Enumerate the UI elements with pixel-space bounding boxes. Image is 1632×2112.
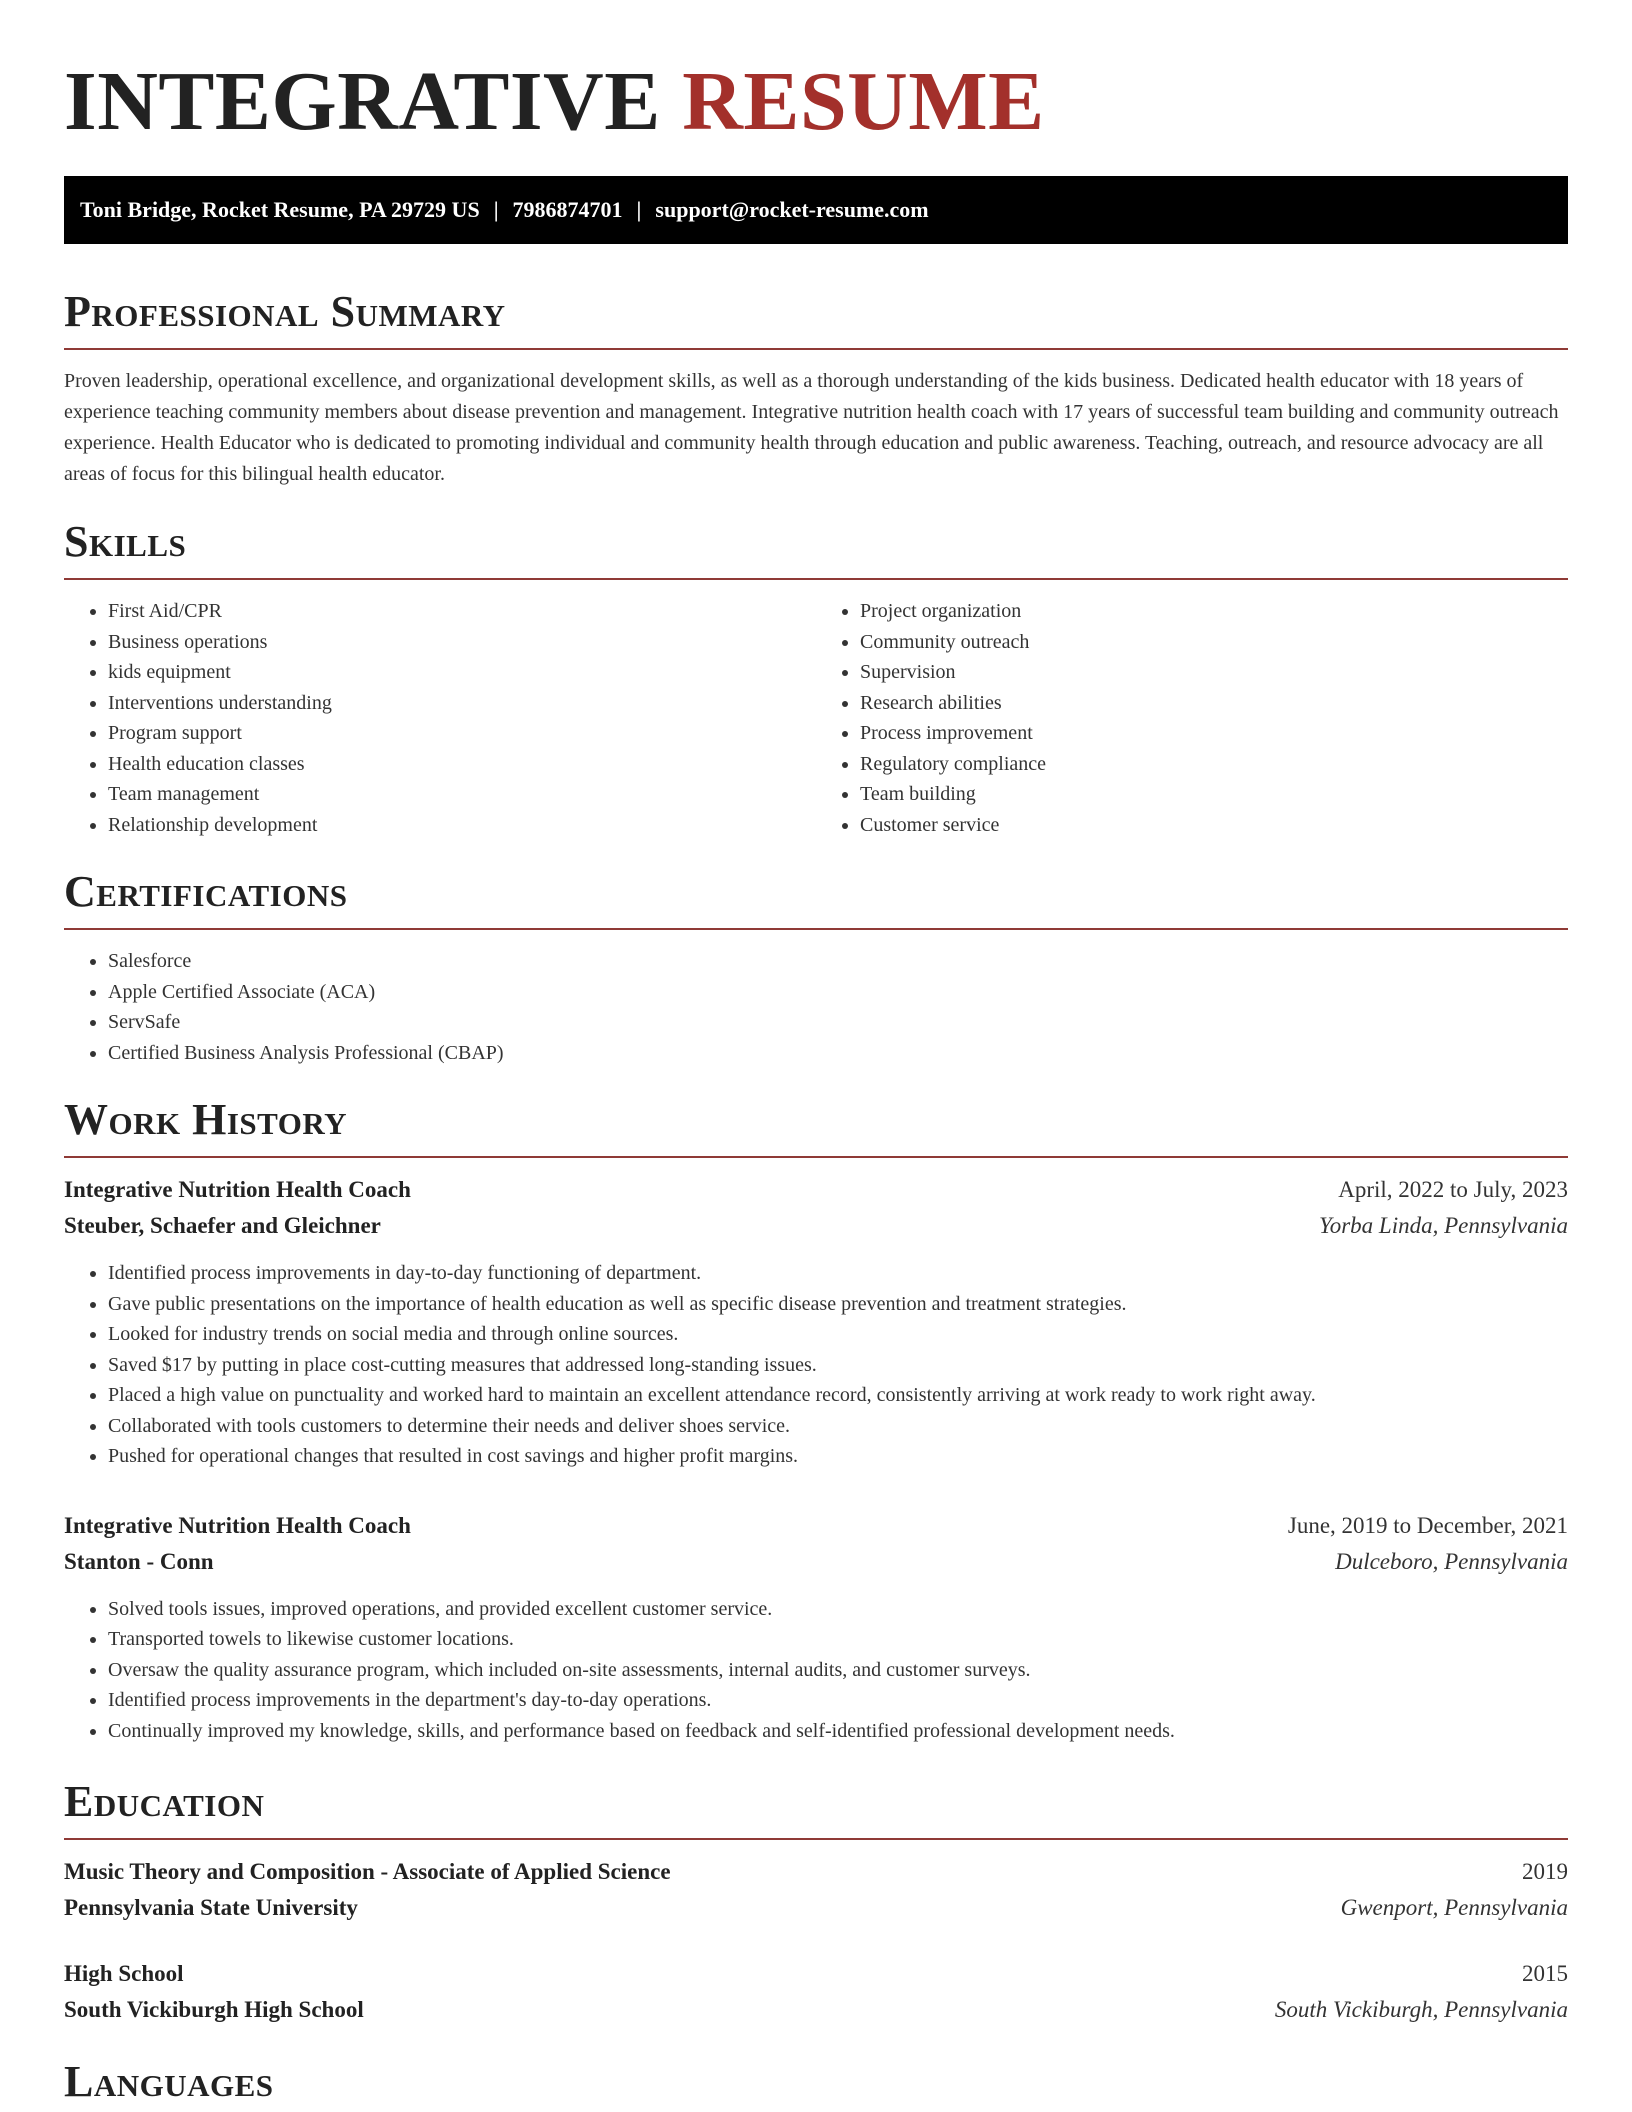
education-location: South Vickiburgh, Pennsylvania [1274,1997,1568,2022]
summary-section [64,286,1568,490]
job-duty: • Pushed for operational changes that resulted in cost savings and higher profit margins. [108,1441,1568,1472]
job-duties-list [64,1258,1568,1472]
contact-separator: | [493,197,499,222]
section-heading-skills: Skills [64,517,187,566]
job-duty: • Identified process improvements in day-to-day functioning of department. [108,1258,1568,1289]
section-heading-summary: Professional Summary [64,287,506,336]
summary-text: Proven leadership, operational excellence, and organizational development skills, as well as a thorough understanding of the kids business. Dedicated health educator with 18 years of experience teaching community members about disease prevention and management. Integrative nutrition health coach with 17 years of successful team building and community outreach experience. Health Educator who is dedicated to promoting individual and community health through education and public awareness. Teaching, outreach, and resource advocacy are all areas of focus for this bilingual health educator. [64,370,1559,485]
education-entry [64,1956,1568,2028]
skill-item: • Team building [860,779,1568,810]
section-divider [64,578,1568,580]
job-title-row [64,1508,1568,1544]
skill-item: • Customer service [860,810,1568,841]
education-school-row [64,1992,1568,2028]
job-title: Integrative Nutrition Health Coach [64,1512,411,1538]
resume-title [64,0,1568,150]
job-company: Stanton - Conn [64,1548,214,1574]
job-duty: • Gave public presentations on the importance of health education as well as specific disease prevention and treatment strategies. [108,1289,1568,1320]
job-duty: • Continually improved my knowledge, skills, and performance based on feedback and self-identified professional development needs. [108,1716,1568,1747]
skill-item: • Relationship development [108,810,816,841]
work-history-section [64,1094,1568,1746]
contact-phone: 7986874701 [512,197,623,222]
section-divider [64,1838,1568,1840]
certification-item: • Certified Business Analysis Professional (CBAP) [108,1038,1568,1069]
languages-section [64,2056,1568,2108]
education-degree-row [64,1854,1568,1890]
skill-item: • Health education classes [108,749,816,780]
certification-item: • ServSafe [108,1007,1568,1038]
section-divider [64,348,1568,350]
job-duty: • Saved $17 by putting in place cost-cutting measures that addressed long-standing issues. [108,1350,1568,1381]
skill-item: • Process improvement [860,718,1568,749]
certification-item: • Salesforce [108,946,1568,977]
contact-address: Toni Bridge, Rocket Resume, PA 29729 US [80,197,480,222]
education-year: 2019 [1522,1859,1568,1884]
job-entry [64,1172,1568,1472]
job-duty: • Collaborated with tools customers to determine their needs and deliver shoes service. [108,1411,1568,1442]
job-duty: • Solved tools issues, improved operations, and provided excellent customer service. [108,1594,1568,1625]
skill-item: • Program support [108,718,816,749]
section-divider [64,1156,1568,1158]
skill-item: • Regulatory compliance [860,749,1568,780]
title-main: INTEGRATIVE [64,55,661,148]
contact-email: support@rocket-resume.com [655,197,929,222]
education-section [64,1776,1568,2028]
job-duty: • Placed a high value on punctuality and worked hard to maintain an excellent attendance record, consistently arriving at work ready to work right away. [108,1380,1568,1411]
skill-item: • kids equipment [108,657,816,688]
contact-separator: | [636,197,642,222]
skills-list-right [816,596,1568,840]
job-company-row [64,1208,1568,1244]
job-company: Steuber, Schaefer and Gleichner [64,1213,381,1238]
job-duty: • Transported towels to likewise customer locations. [108,1624,1568,1655]
skill-item: • Project organization [860,596,1568,627]
section-heading-education: Education [64,1777,265,1826]
education-location: Gwenport, Pennsylvania [1340,1895,1568,1920]
certifications-list [64,946,1568,1068]
certifications-section [64,866,1568,1068]
education-year: 2015 [1522,1961,1568,1986]
job-duty: • Looked for industry trends on social media and through online sources. [108,1319,1568,1350]
skill-item: • First Aid/CPR [108,596,816,627]
title-accent: RESUME [682,55,1045,148]
contact-bar [64,176,1568,244]
education-entry [64,1854,1568,1926]
job-entry [64,1508,1568,1747]
skills-list-left [64,596,816,840]
education-degree-row [64,1956,1568,1992]
job-title: Integrative Nutrition Health Coach [64,1177,411,1202]
education-degree: Music Theory and Composition - Associate of Applied Science [64,1859,671,1884]
certification-item: • Apple Certified Associate (ACA) [108,977,1568,1008]
skill-item: • Team management [108,779,816,810]
resume-page [64,0,1568,2108]
section-heading-certifications: Certifications [64,867,348,916]
education-school: South Vickiburgh High School [64,1997,364,2022]
job-location: Yorba Linda, Pennsylvania [1319,1213,1568,1238]
skill-item: • Supervision [860,657,1568,688]
job-title-row [64,1172,1568,1208]
skills-grid [64,596,1568,840]
skill-item: • Research abilities [860,688,1568,719]
section-heading-languages: Languages [64,2057,274,2106]
skills-section [64,516,1568,840]
job-duty: • Identified process improvements in the department's day-to-day operations. [108,1685,1568,1716]
section-heading-work-history: Work History [64,1095,348,1144]
education-school-row [64,1890,1568,1926]
skill-item: • Business operations [108,627,816,658]
job-location: Dulceboro, Pennsylvania [1335,1548,1568,1574]
job-dates: April, 2022 to July, 2023 [1338,1177,1568,1202]
job-duty: • Oversaw the quality assurance program, which included on-site assessments, internal audits, and customer surveys. [108,1655,1568,1686]
skill-item: • Interventions understanding [108,688,816,719]
skill-item: • Community outreach [860,627,1568,658]
job-duties-list [64,1594,1568,1747]
education-degree: High School [64,1961,184,1986]
education-school: Pennsylvania State University [64,1895,358,1920]
section-divider [64,928,1568,930]
job-dates: June, 2019 to December, 2021 [1287,1512,1568,1538]
job-company-row [64,1544,1568,1580]
